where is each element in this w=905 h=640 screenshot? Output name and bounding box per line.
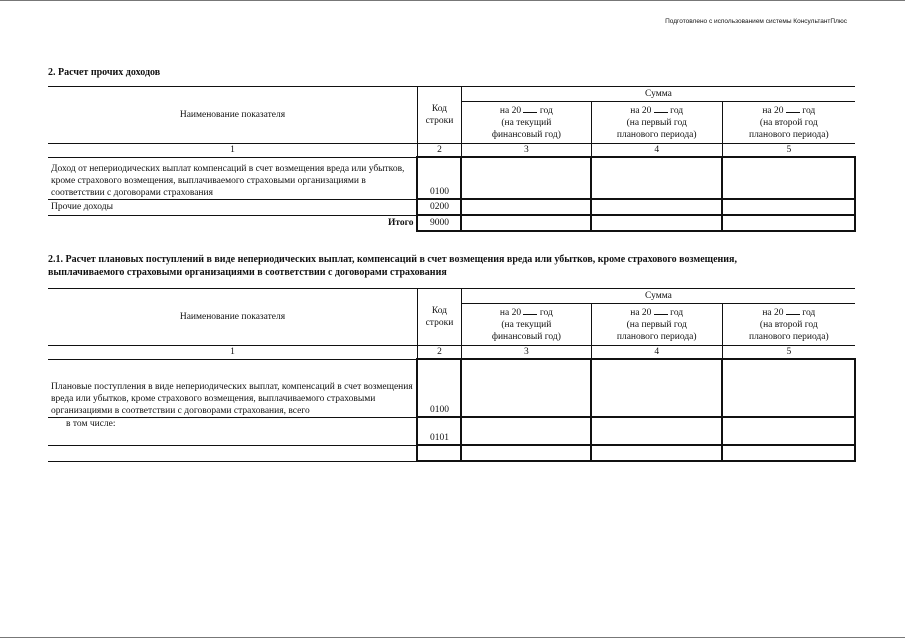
value-cell[interactable] bbox=[461, 199, 591, 215]
row-name bbox=[48, 445, 417, 461]
col-year3-header: на 20 год (на второй год планового периода) bbox=[722, 304, 855, 346]
value-cell[interactable] bbox=[722, 359, 855, 417]
value-cell[interactable] bbox=[461, 359, 591, 417]
value-cell[interactable] bbox=[591, 199, 722, 215]
value-cell[interactable] bbox=[591, 417, 722, 445]
row-name: Прочие доходы bbox=[48, 199, 417, 215]
value-cell[interactable] bbox=[722, 199, 855, 215]
col-name-header: Наименование показателя bbox=[48, 289, 417, 346]
row-code: 0101 bbox=[417, 417, 461, 445]
planned-receipts-table bbox=[48, 288, 856, 462]
row-code: 0100 bbox=[417, 359, 461, 417]
col-num-1: 1 bbox=[48, 144, 417, 158]
table-row bbox=[48, 157, 855, 199]
value-cell[interactable] bbox=[722, 445, 855, 461]
section-21-title: 2.1. Расчет плановых поступлений в виде непериодических выплат, компенсаций в счет возмещения вреда или убытков, кроме страхового возмещения, выплачиваемого страховыми организациями в соответствии с договорами страхования bbox=[48, 254, 737, 278]
table-row bbox=[48, 445, 855, 461]
table-row bbox=[48, 417, 855, 445]
col-year3-header: на 20 год (на второй год планового периода) bbox=[722, 102, 855, 144]
col-year1-header: на 20 год (на текущий финансовый год) bbox=[461, 102, 591, 144]
col-sum-header: Сумма bbox=[461, 87, 855, 102]
row-code: 0200 bbox=[417, 199, 461, 215]
row-name: в том числе: bbox=[48, 417, 417, 445]
col-num-5: 5 bbox=[722, 144, 855, 158]
col-code-header: Код строки bbox=[417, 289, 461, 346]
value-cell[interactable] bbox=[722, 417, 855, 445]
value-cell[interactable] bbox=[722, 215, 855, 231]
col-name-header: Наименование показателя bbox=[48, 87, 417, 144]
col-code-header: Код строки bbox=[417, 87, 461, 144]
value-cell[interactable] bbox=[722, 157, 855, 199]
value-cell[interactable] bbox=[461, 445, 591, 461]
value-cell[interactable] bbox=[461, 157, 591, 199]
row-name: Итого bbox=[48, 215, 417, 231]
col-year1-header: на 20 год (на текущий финансовый год) bbox=[461, 304, 591, 346]
value-cell[interactable] bbox=[461, 215, 591, 231]
col-num-4: 4 bbox=[591, 144, 722, 158]
value-cell[interactable] bbox=[461, 417, 591, 445]
col-num-2: 2 bbox=[417, 346, 461, 360]
table-row-total bbox=[48, 215, 855, 231]
value-cell[interactable] bbox=[591, 215, 722, 231]
col-year2-header: на 20 год (на первый год планового периода) bbox=[591, 304, 722, 346]
col-num-5: 5 bbox=[722, 346, 855, 360]
col-year2-header: на 20 год (на первый год планового периода) bbox=[591, 102, 722, 144]
col-num-2: 2 bbox=[417, 144, 461, 158]
col-num-1: 1 bbox=[48, 346, 417, 360]
row-code bbox=[417, 445, 461, 461]
col-num-3: 3 bbox=[461, 144, 591, 158]
col-num-4: 4 bbox=[591, 346, 722, 360]
col-sum-header: Сумма bbox=[461, 289, 855, 304]
other-income-table bbox=[48, 86, 856, 232]
prepared-note: Подготовлено с использованием системы КонсультантПлюс bbox=[665, 18, 847, 25]
row-code: 9000 bbox=[417, 215, 461, 231]
row-name: Плановые поступления в виде непериодических выплат, компенсаций в счет возмещения вреда или убытков, кроме страхового возмещения, выплачиваемого страховыми организациями в соответствии с договорами страхования, всего bbox=[48, 359, 417, 417]
scan-top-edge bbox=[0, 0, 905, 1]
row-code: 0100 bbox=[417, 157, 461, 199]
table-row bbox=[48, 199, 855, 215]
section-2-title: 2. Расчет прочих доходов bbox=[48, 67, 161, 78]
value-cell[interactable] bbox=[591, 157, 722, 199]
col-num-3: 3 bbox=[461, 346, 591, 360]
row-name: Доход от непериодических выплат компенсаций в счет возмещения вреда или убытков, кроме страхового возмещения, выплачиваемого страховыми организациями в соответствии с договорами страхования bbox=[48, 157, 417, 199]
scan-bottom-edge bbox=[0, 637, 905, 638]
value-cell[interactable] bbox=[591, 445, 722, 461]
table-row bbox=[48, 359, 855, 417]
value-cell[interactable] bbox=[591, 359, 722, 417]
